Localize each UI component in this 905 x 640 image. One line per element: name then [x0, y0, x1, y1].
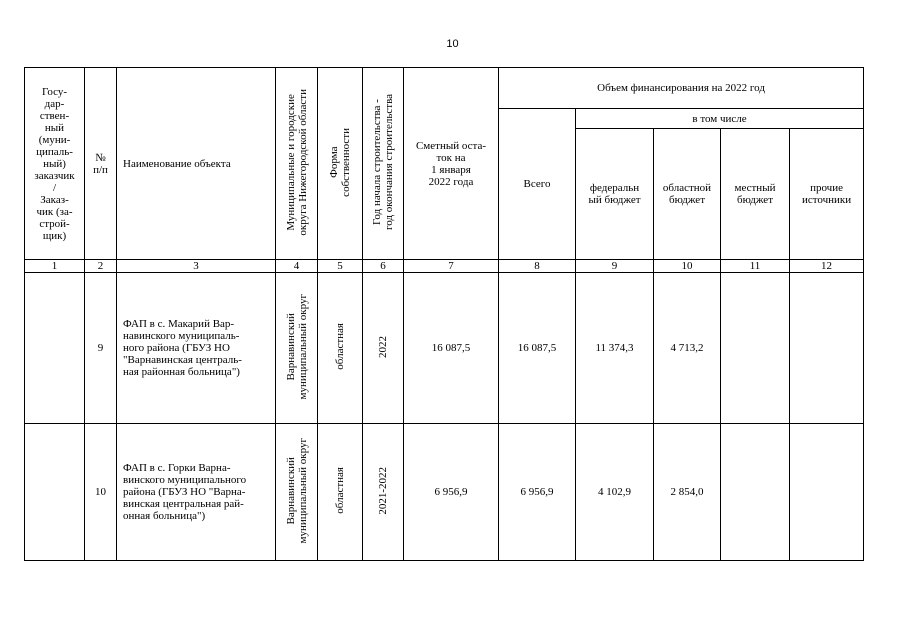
row-district	[276, 424, 318, 561]
table-row	[25, 424, 864, 561]
row-local	[721, 424, 790, 561]
row-years-text: 2022	[377, 335, 389, 358]
col-num-8: 8	[499, 260, 576, 273]
col-num-5: 5	[318, 260, 363, 273]
row-object: ФАП в с. Макарий Вар- навинского муниципаль- ного района (ГБУЗ НО "Варнавинская централь- ная районная больница")	[117, 273, 276, 424]
header-district	[276, 68, 318, 260]
row-years	[363, 424, 404, 561]
header-district-text: Муниципальные и городские округа Нижегородской области	[284, 88, 309, 236]
row-total: 6 956,9	[499, 424, 576, 561]
col-num-9: 9	[576, 260, 654, 273]
column-number-row	[25, 260, 864, 273]
col-num-6: 6	[363, 260, 404, 273]
page-number: 10	[446, 38, 459, 50]
row-regional: 4 713,2	[654, 273, 721, 424]
col-num-12: 12	[790, 260, 864, 273]
col-num-2: 2	[85, 260, 117, 273]
header-object-name: Наименование объекта	[117, 68, 276, 260]
row-federal: 4 102,9	[576, 424, 654, 561]
financing-table	[24, 67, 864, 561]
row-other	[790, 424, 864, 561]
header-regional: областной бюджет	[654, 129, 721, 260]
row-federal: 11 374,3	[576, 273, 654, 424]
row-ownership	[318, 273, 363, 424]
col-num-10: 10	[654, 260, 721, 273]
row-ownership-text: областная	[334, 467, 346, 514]
row-estimate: 6 956,9	[404, 424, 499, 561]
header-years-text: Год начала строительства - год окончания строительства	[371, 94, 395, 230]
row-customer	[25, 424, 85, 561]
col-num-11: 11	[721, 260, 790, 273]
header-including: в том числе	[576, 109, 864, 129]
row-local	[721, 273, 790, 424]
row-years	[363, 273, 404, 424]
row-district	[276, 273, 318, 424]
row-num: 10	[85, 424, 117, 561]
header-total: Всего	[499, 109, 576, 260]
header-customer: Госу- дар- ствен- ный (муни- ципаль- ный) заказчик / Заказ- чик (за- строй- щик)	[25, 68, 85, 260]
row-ownership	[318, 424, 363, 561]
row-years-text: 2021-2022	[377, 466, 389, 515]
row-customer	[25, 273, 85, 424]
header-ownership	[318, 68, 363, 260]
row-district-text: Варнавинский муниципальный округ	[284, 437, 309, 544]
col-num-3: 3	[117, 260, 276, 273]
header-financing: Объем финансирования на 2022 год	[499, 68, 864, 109]
table-row	[25, 273, 864, 424]
header-local: местный бюджет	[721, 129, 790, 260]
header-estimate: Сметный оста- ток на 1 января 2022 года	[404, 68, 499, 260]
header-federal: федеральн ый бюджет	[576, 129, 654, 260]
row-ownership-text: областная	[334, 323, 346, 370]
header-ownership-text: Форма собственности	[328, 127, 352, 197]
header-num: № п/п	[85, 68, 117, 260]
col-num-1: 1	[25, 260, 85, 273]
col-num-7: 7	[404, 260, 499, 273]
row-estimate: 16 087,5	[404, 273, 499, 424]
row-total: 16 087,5	[499, 273, 576, 424]
row-district-text: Варнавинский муниципальный округ	[284, 293, 309, 400]
header-years	[363, 68, 404, 260]
row-other	[790, 273, 864, 424]
row-num: 9	[85, 273, 117, 424]
col-num-4: 4	[276, 260, 318, 273]
row-regional: 2 854,0	[654, 424, 721, 561]
row-object: ФАП в с. Горки Варна- винского муниципального района (ГБУЗ НО "Варна- винская центральная рай- онная больница")	[117, 424, 276, 561]
header-other: прочие источники	[790, 129, 864, 260]
